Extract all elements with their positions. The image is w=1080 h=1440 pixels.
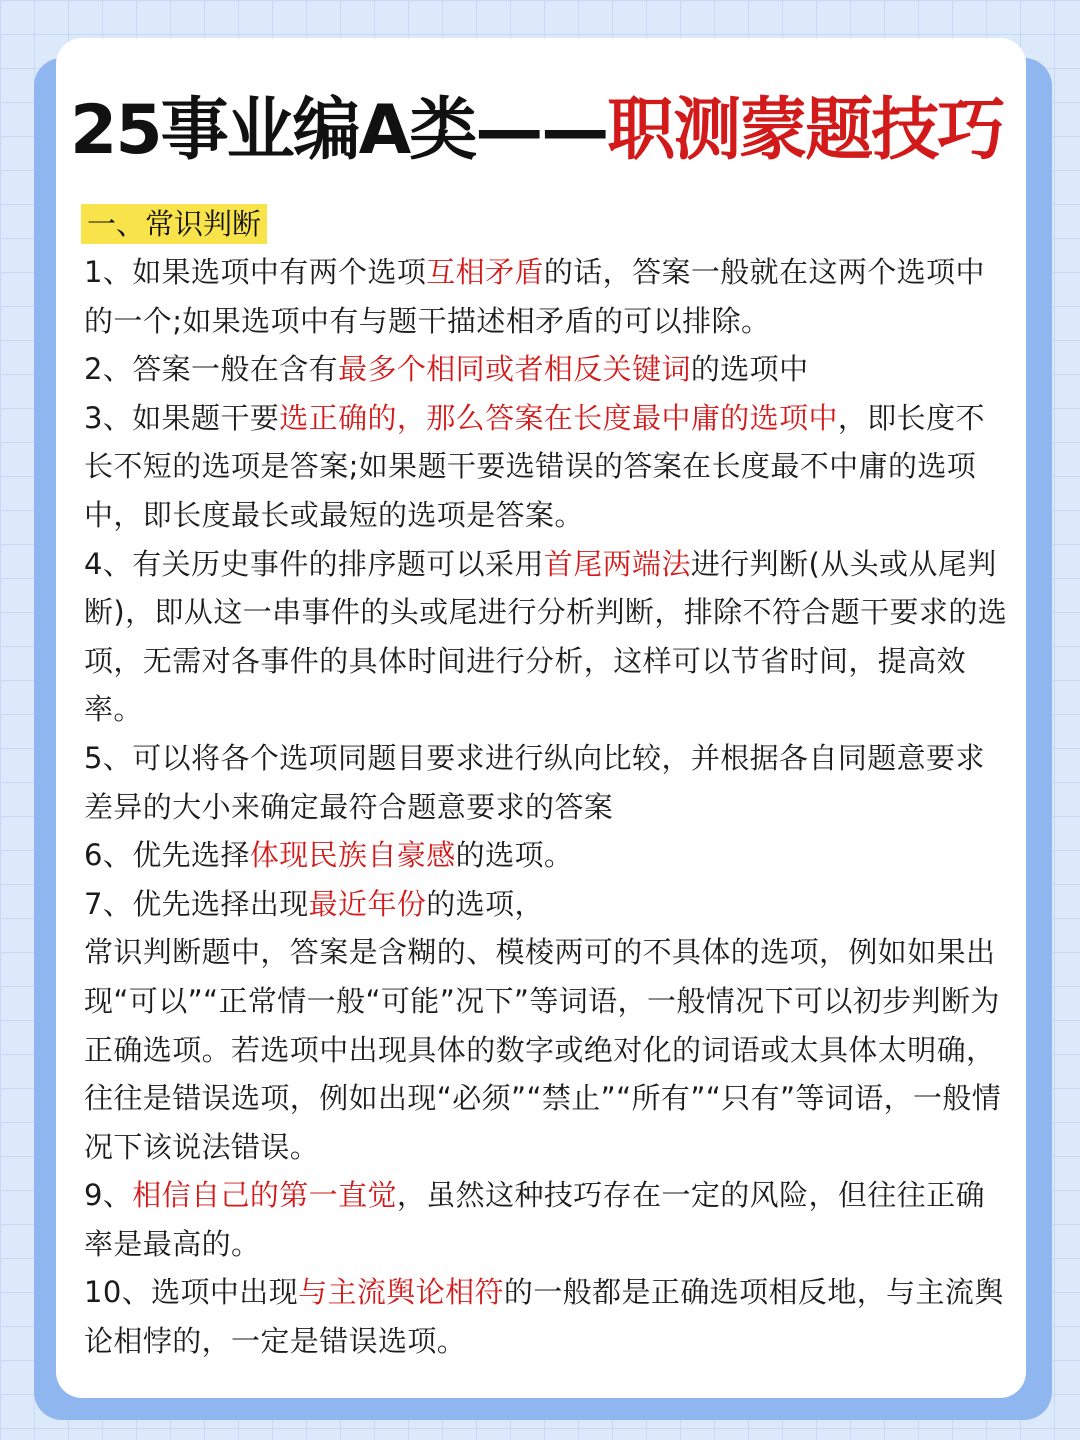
- tip-item: [84, 394, 1014, 540]
- title-main: 25事业编A类——: [70, 91, 608, 170]
- tip-text: ，虽然这种技巧存在一定的风险，但往往正确率是最高的。: [84, 1178, 985, 1261]
- section-heading: 一、常识判断: [81, 204, 267, 244]
- tip-highlight: 最多个相同或者相反关键词: [338, 352, 691, 387]
- tip-text: 1、如果选项中有两个选项: [84, 255, 427, 289]
- title-highlight: 职测蒙题技巧: [607, 91, 1004, 170]
- tip-highlight: 体现民族自豪感: [249, 838, 456, 873]
- page-title: [70, 86, 1030, 176]
- tip-text: 5、可以将各个选项同题目要求进行纵向比较，并根据各自同题意要求差异的大小来确定最符合题意要求的答案: [84, 740, 985, 824]
- tip-text: 的话，答案一般就在这两个选项中的一个;如果选项中有与题干描述相矛盾的可以排除。: [84, 255, 985, 338]
- tip-text: 的选项，: [426, 886, 544, 921]
- tip-item: [84, 831, 1014, 880]
- tip-text: 3、如果题干要: [84, 400, 280, 435]
- tip-item: [84, 928, 1014, 1171]
- tip-item: [84, 880, 1014, 929]
- tip-text: 2、答案一般在含有: [84, 352, 339, 387]
- tip-text: 4、有关历史事件的排序题可以采用: [84, 546, 544, 581]
- tip-item: [84, 540, 1014, 734]
- tip-highlight: 互相矛盾: [426, 255, 544, 289]
- tip-text: 6、优先选择: [84, 838, 250, 873]
- tip-highlight: 选正确的，那么答案在长度最中庸的选项中: [279, 400, 838, 435]
- tip-text: 的一般都是正确选项相反地，与主流舆论相悖的，一定是错误选项。: [84, 1275, 1004, 1359]
- tip-text: 常识判断题中，答案是含糊的、模棱两可的不具体的选项，例如如果出现“可以”“正常情一般“可能”况下”等词语，一般情况下可以初步判断为正确选项。若选项中出现具体的数字或绝对化的词语或太具体太明确，往往是错误选项，例如出现“必须”“禁止”“所有”“只有”等词语，一般情况下该说法错误。: [84, 935, 1002, 1164]
- tip-text: 的选项。: [455, 838, 574, 873]
- tip-highlight: 相信自己的第一直觉: [132, 1178, 397, 1213]
- tip-item: [84, 248, 1014, 345]
- tip-highlight: 最近年份: [308, 886, 427, 921]
- tip-text: 10、选项中出现: [84, 1275, 299, 1310]
- tips-list: [84, 248, 1014, 1366]
- tip-text: 9、: [84, 1178, 133, 1213]
- content-card: [56, 38, 1026, 1398]
- tip-highlight: 与主流舆论相符: [298, 1275, 504, 1310]
- tip-text: 进行判断(从头或从尾判断)，即从这一串事件的头或尾进行分析判断，排除不符合题干要求的选项，无需对各事件的具体时间进行分析，这样可以节省时间，提高效率。: [84, 546, 1008, 727]
- tip-text: ，即长度不长不短的选项是答案;如果题干要选错误的答案在长度最不中庸的选项中，即长度最长或最短的选项是答案。: [84, 400, 985, 532]
- tip-item: [84, 1171, 1014, 1268]
- tip-item: [84, 345, 1014, 394]
- tip-text: 的选项中: [690, 352, 809, 387]
- tip-highlight: 首尾两端法: [543, 546, 691, 581]
- tip-item: [84, 1268, 1014, 1365]
- tip-item: [84, 734, 1014, 831]
- tip-text: 7、优先选择出现: [84, 886, 309, 921]
